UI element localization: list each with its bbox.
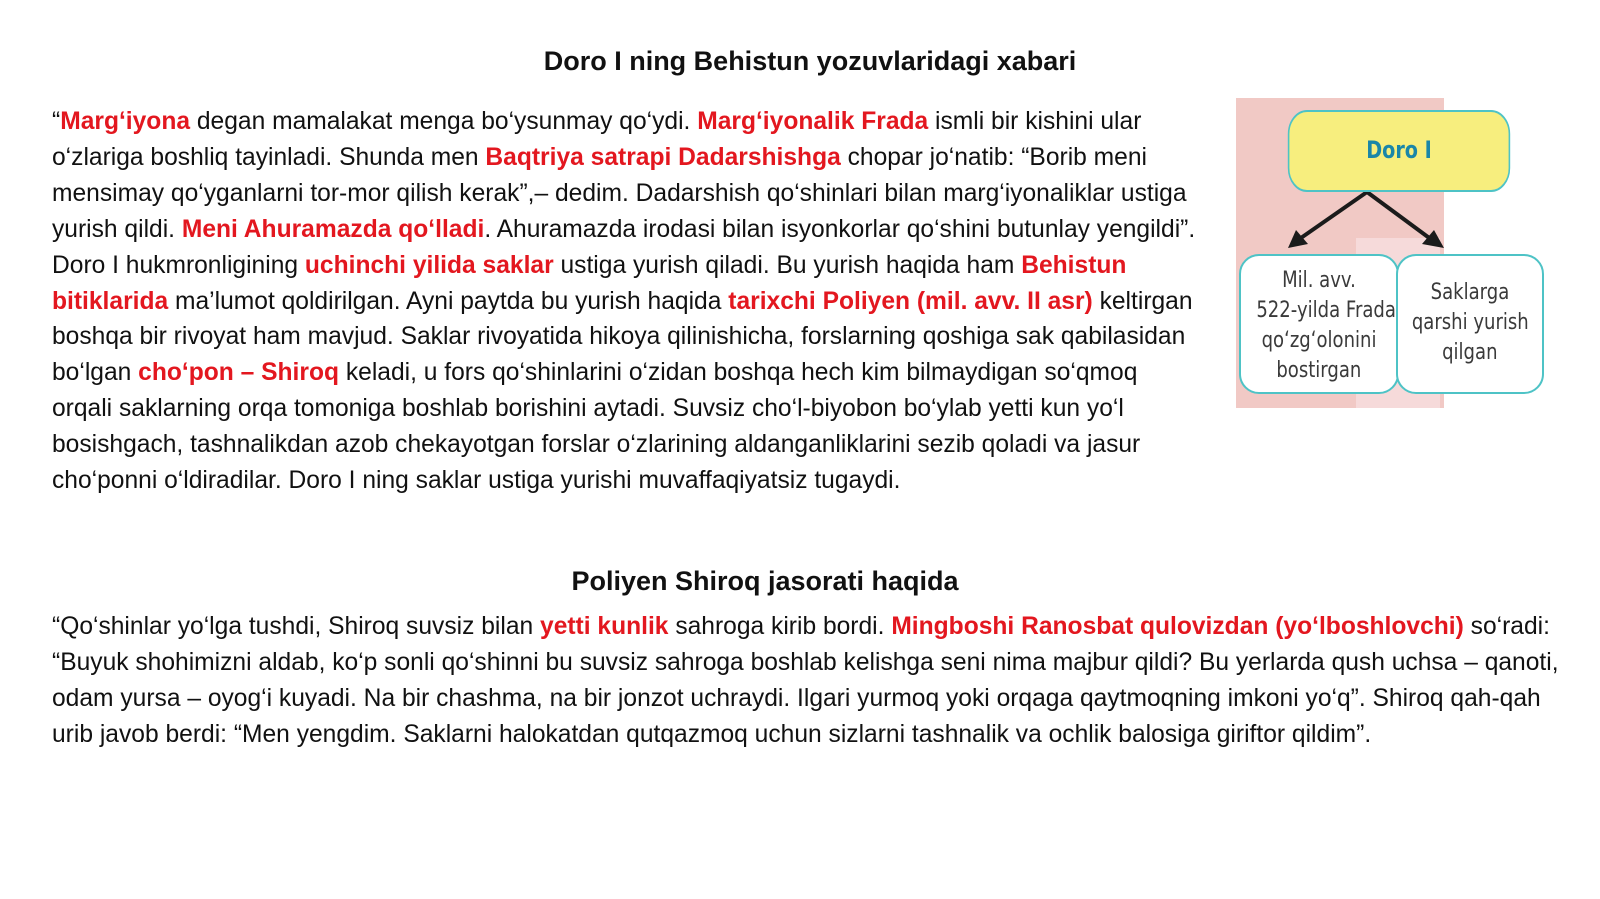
left-box-line-1: Mil. avv.: [1282, 268, 1356, 293]
highlighted-phrase: uchinchi yilida saklar: [304, 251, 554, 279]
text-run: ma’lumot qoldirilgan. Ayni paytda bu yurish haqida: [168, 287, 729, 315]
highlighted-phrase: Baqtriya satrapi Dadarshishga: [485, 143, 841, 171]
left-box-line-4: bostirgan: [1276, 358, 1362, 383]
left-box-line-2: 522-yilda Frada: [1256, 298, 1396, 323]
text-run: keltirgan boshqa bir rivoyat ham mavjud. Saklar rivoyatida hikoya qilinishicha, forslarning qoshiga sak qabilasidan bo‘lgan: [52, 287, 1193, 387]
highlighted-phrase: Mingboshi Ranosbat qulovizdan (yo‘lboshlovchi): [891, 613, 1464, 640]
highlighted-phrase: tarixchi Poliyen (mil. avv. II asr): [728, 287, 1093, 315]
highlighted-phrase: cho‘pon – Shiroq: [138, 359, 340, 387]
arrow-left: [1298, 192, 1367, 240]
text-run: chopar jo‘natib: “Borib meni mensimay qo‘yganlarni tor-mor qilish kerak”,– dedim. Dadarshish qo‘shinlari bilan marg‘iyonaliklar ustiga yurish qildi.: [52, 143, 1187, 243]
text-run: degan mamalakat menga bo‘ysunmay qo‘ydi.: [190, 108, 698, 135]
text-run: keladi, u fors qo‘shinlarini o‘zidan boshqa hech kim bilmaydigan so‘qmoq orqali saklarning orqa tomoniga boshlab borishini aytadi. Suvsiz cho‘l-biyobon bo‘ylab yetti kun yo‘l bosishgach, tashnalikdan azob chekayotgan forslar o‘zlarining aldanganliklarini sezib qoladi va jasur cho‘ponni o‘ldiradilar. Doro I ning saklar ustiga yurishi muvaffaqiyatsiz tugaydi.: [52, 359, 1141, 495]
right-box-line-2: qarshi yurish: [1411, 310, 1529, 335]
highlighted-phrase: Marg‘iyonalik Frada: [697, 108, 929, 135]
text-run: ismli bir kishini ular o‘zlariga boshliq tayinladi. Shunda men: [52, 108, 1142, 171]
hierarchy-diagram: [1236, 98, 1548, 408]
right-box-line-1: Saklarga: [1430, 280, 1510, 305]
text-run: so‘radi: “Buyuk shohimizni aldab, ko‘p sonli qo‘shinni bu suvsiz sahroga boshlab kelishga seni nima majbur qildi? Bu yerlarda qush uchsa – qanoti, odam yursa – oyog‘i kuyadi. Na bir chashma, na bir jonzot uchraydi. Ilgari yurmoq yoki orqaga qaytmoqning imkoni yo‘q”. Shiroq qah-qah urib javob berdi: “Men yengdim. Saklarni halokatdan qutqazmoq uchun sizlarni tashnalik va ochlik balosiga giriftor qildim”.: [52, 613, 1559, 748]
highlighted-phrase: yetti kunlik: [540, 613, 669, 640]
arrow-right: [1367, 192, 1432, 240]
right-box-line-3: qilgan: [1442, 340, 1498, 365]
text-run: . Ahuramazda irodasi bilan isyonkorlar qo‘shini butunlay yengildi”. Doro I hukmronligining: [52, 215, 1196, 279]
text-run: ustiga yurish qiladi. Bu yurish haqida ham: [553, 251, 1022, 279]
paragraph-behistun: [52, 104, 1202, 499]
diagram-left-box: [1239, 254, 1399, 394]
left-box-line-3: qo‘zg‘olonini: [1261, 328, 1377, 353]
diagram-top-box: Doro I: [1288, 110, 1510, 192]
paragraph-poliyen: [52, 609, 1572, 753]
highlighted-phrase: Behistun bitiklarida: [52, 251, 1127, 315]
text-run: “Qo‘shinlar yo‘lga tushdi, Shiroq suvsiz bilan: [52, 613, 541, 640]
text-run: sahroga kirib bordi.: [668, 613, 892, 640]
section-title-behistun: Doro I ning Behistun yozuvlaridagi xabari: [543, 46, 1077, 76]
highlighted-phrase: Meni Ahuramazda qo‘lladi: [181, 215, 485, 243]
diagram-right-box: [1396, 254, 1544, 394]
text-run: “: [52, 108, 61, 135]
section-title-poliyen: Poliyen Shiroq jasorati haqida: [571, 566, 959, 596]
highlighted-phrase: Marg‘iyona: [60, 108, 191, 135]
